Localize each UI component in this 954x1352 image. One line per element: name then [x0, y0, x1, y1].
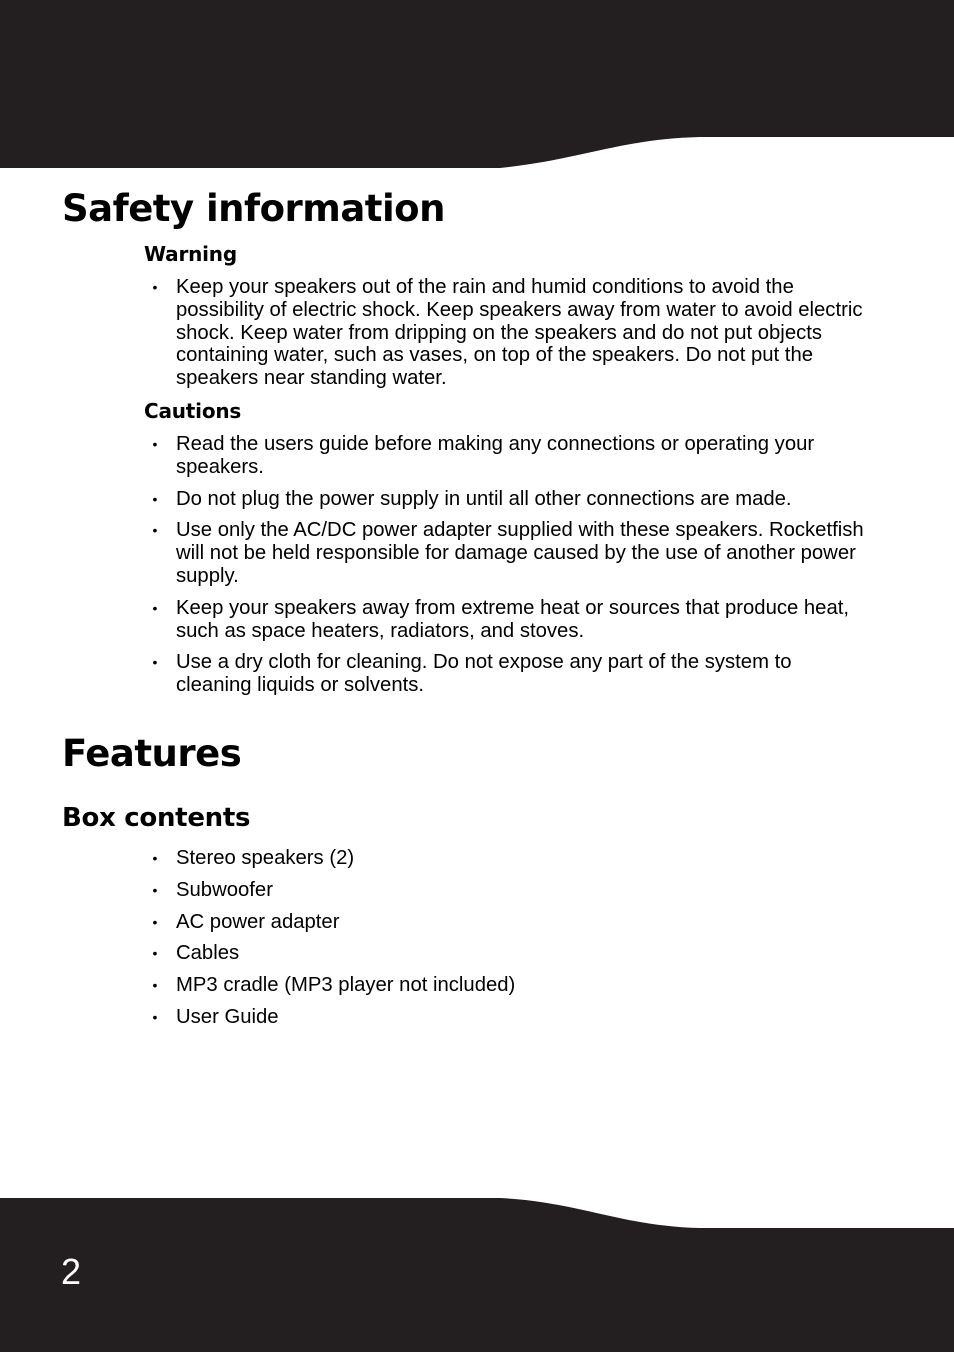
bullet-icon: • [152, 436, 158, 452]
box-contents-heading: Box contents [62, 803, 251, 833]
list-item-text: MP3 cradle (MP3 player not included) [176, 974, 516, 997]
list-item [150, 974, 870, 997]
warning-heading: Warning [144, 242, 237, 266]
list-item [150, 879, 870, 902]
list-item-text: User Guide [176, 1005, 279, 1028]
list-item-text: Do not plug the power supply in until all other connections are made. [176, 487, 792, 510]
list-item-text: Use a dry cloth for cleaning. Do not expose any part of the system to cleaning liquids or solvents. [176, 651, 792, 697]
bullet-icon: • [152, 522, 158, 539]
footer-band-shape [0, 1198, 954, 1352]
cautions-list [150, 433, 870, 706]
box-contents-list [150, 847, 870, 1038]
safety-title: Safety information [62, 187, 445, 230]
header-band-shape [0, 0, 954, 168]
list-item [150, 942, 870, 965]
footer-band [0, 1196, 954, 1352]
header-band [0, 0, 954, 168]
bullet-icon: • [152, 913, 158, 930]
list-item-text: AC power adapter [176, 910, 340, 933]
list-item-text: Cables [176, 942, 240, 965]
list-item [150, 488, 870, 511]
bullet-icon: • [152, 279, 158, 295]
list-item [150, 597, 870, 643]
bullet-icon: • [152, 1008, 158, 1025]
list-item [150, 911, 870, 934]
list-item-text: Stereo speakers (2) [176, 847, 355, 869]
list-item-text: Keep your speakers away from extreme heat or sources that produce heat, such as space heaters, radiators, and stoves. [176, 596, 850, 642]
warning-list [150, 276, 870, 399]
list-item-text: Read the users guide before making any connections or operating your speakers. [176, 433, 815, 478]
list-item [150, 847, 870, 870]
list-item-text: Subwoofer [176, 878, 273, 901]
list-item [150, 519, 870, 587]
list-item [150, 276, 870, 390]
list-item [150, 1006, 870, 1029]
bullet-icon: • [152, 599, 158, 616]
list-item-text: Use only the AC/DC power adapter supplied with these speakers. Rocketfish will not be held responsible for damage caused by the use of another power supply. [176, 519, 864, 587]
cautions-heading: Cautions [144, 399, 242, 423]
bullet-icon: • [152, 977, 158, 994]
page-number: 2 [61, 1251, 82, 1292]
features-title: Features [62, 732, 242, 775]
bullet-icon: • [152, 850, 158, 866]
bullet-icon: • [152, 654, 158, 671]
bullet-icon: • [152, 881, 158, 898]
bullet-icon: • [152, 945, 158, 962]
list-item [150, 651, 870, 697]
bullet-icon: • [152, 490, 158, 507]
list-item [150, 433, 870, 479]
list-item-text: Keep your speakers out of the rain and humid conditions to avoid the possibility of electric shock. Keep speakers away from water to avoid electric shock. Keep water from dripping on the speakers and do not put objects containing water, such as vases, on top of the speakers. Do not put the speakers near standing water. [176, 276, 863, 390]
